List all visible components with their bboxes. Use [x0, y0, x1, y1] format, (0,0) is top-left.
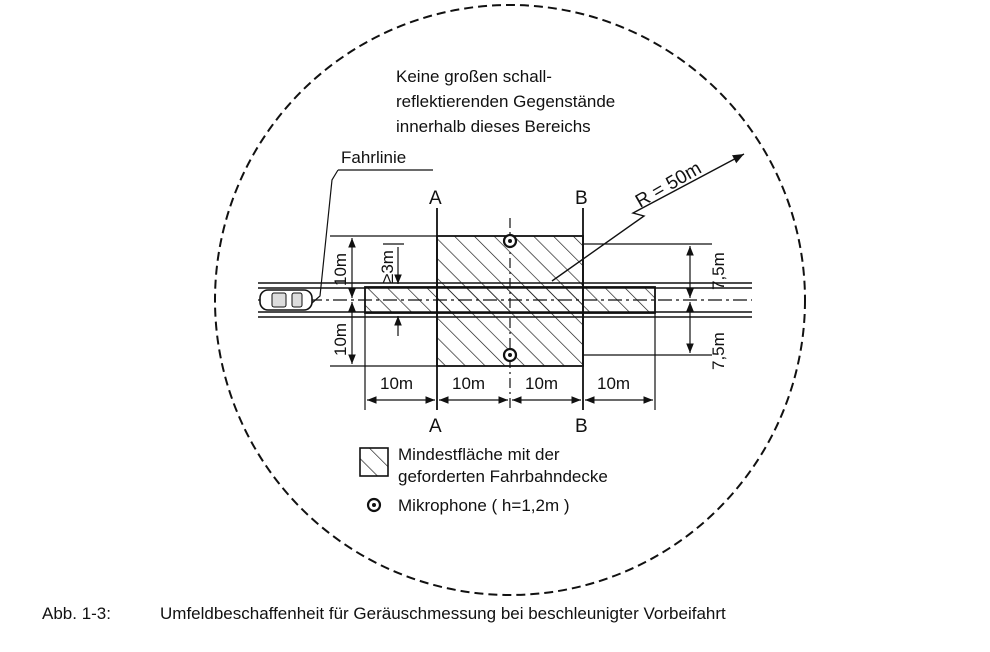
dimension-bottom-3: 10m	[525, 374, 559, 393]
dimension-bottom-2: 10m	[452, 374, 486, 393]
drive-line-label: Fahrlinie	[341, 148, 407, 167]
legend-area-line-2: geforderten Fahrbahndecke	[398, 467, 608, 486]
caption-number: Abb. 1-3:	[42, 604, 111, 623]
radius-label: R = 50m	[632, 157, 706, 213]
legend-area-line-1: Mindestfläche mit der	[398, 445, 560, 464]
label-a-top: A	[429, 188, 442, 209]
legend-hatch-swatch	[360, 448, 388, 476]
legend-microphone-icon	[368, 499, 380, 511]
microphone-icon	[504, 235, 516, 247]
dimension-min-width: ≥3m	[378, 250, 397, 283]
figure-caption	[42, 604, 726, 624]
notice-line-1: Keine großen schall-	[396, 67, 552, 86]
dimension-right-lower: 7,5m	[709, 332, 728, 370]
car-icon	[260, 290, 312, 310]
dimension-right-upper: 7,5m	[709, 252, 728, 290]
caption-text: Umfeldbeschaffenheit für Geräuschmessung bei beschleunigter Vorbeifahrt	[160, 604, 726, 623]
dimension-bottom-4: 10m	[597, 374, 631, 393]
label-a-bottom: A	[429, 416, 442, 437]
notice-line-3: innerhalb dieses Bereichs	[396, 117, 591, 136]
label-b-top: B	[575, 188, 588, 209]
dimension-left-lower: 10m	[331, 322, 350, 356]
microphone-icon	[504, 349, 516, 361]
dimension-left-upper: 10m	[331, 252, 350, 286]
notice-line-2: reflektierenden Gegenstände	[396, 92, 616, 111]
dimension-bottom-1: 10m	[380, 374, 414, 393]
legend-microphone-label: Mikrophone ( h=1,2m )	[398, 496, 570, 515]
label-b-bottom: B	[575, 416, 588, 437]
